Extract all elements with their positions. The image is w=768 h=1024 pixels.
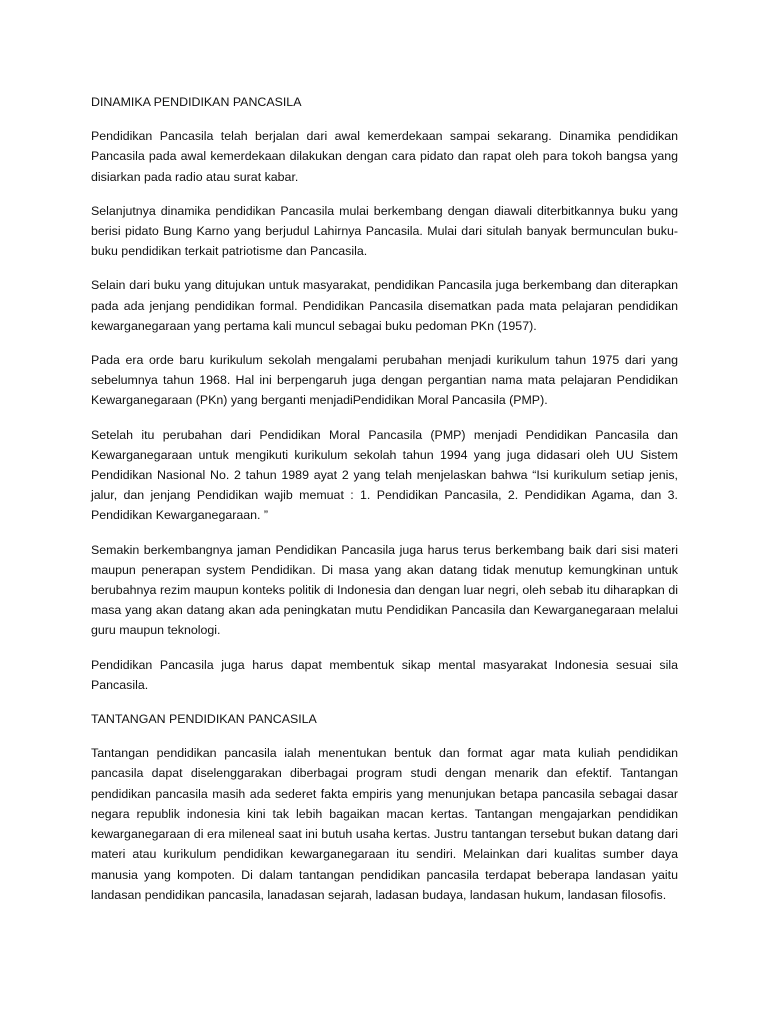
section-heading-tantangan: TANTANGAN PENDIDIKAN PANCASILA — [91, 712, 317, 727]
paragraph-dinamika-3: Selain dari buku yang ditujukan untuk masyarakat, pendidikan Pancasila juga berkembang dan diterapkan pada ada jenjang pendidikan formal. Pendidikan Pancasila disematkan pada mata pelajaran pendidikan kewarganegaraan yang pertama kali muncul sebagai buku pedoman PKn (1957). — [91, 278, 678, 333]
paragraph-dinamika-7: Pendidikan Pancasila juga harus dapat membentuk sikap mental masyarakat Indonesia sesuai sila Pancasila. — [91, 657, 678, 692]
section-heading-dinamika: DINAMIKA PENDIDIKAN PANCASILA — [91, 95, 302, 109]
paragraph-dinamika-4: Pada era orde baru kurikulum sekolah mengalami perubahan menjadi kurikulum tahun 1975 dari yang sebelumnya tahun 1968. Hal ini berpengaruh juga dengan pergantian nama mata pelajaran Pendidikan Kewarganegaraan (PKn) yang berganti menjadiPendidikan Moral Pancasila (PMP). — [91, 353, 678, 408]
paragraph-dinamika-6: Semakin berkembangnya jaman Pendidikan Pancasila juga harus terus berkembang baik dari sisi materi maupun penerapan system Pendidikan. Di masa yang akan datang tidak menutup kemungkinan untuk berubahnya rezim maupun konteks politik di Indonesia dan dengan luar negri, oleh sebab itu diharapkan di masa yang akan datang akan ada peningkatan mutu Pendidikan Pancasila dan Kewarganegaraan melalui guru maupun teknologi. — [91, 542, 678, 638]
paragraph-tantangan-1: Tantangan pendidikan pancasila ialah menentukan bentuk dan format agar mata kuliah pendidikan pancasila dapat diselenggarakan diberbagai program studi dengan menarik dan efektif. Tantangan pendidikan pancasila masih ada sederet fakta empiris yang menunjukan betapa pancasila sebagai dasar negara republik indonesia kini tak lebih bagaikan macan kertas. Tantangan mengajarkan pendidikan kewarganegaraan di era mileneal saat ini butuh usaha kertas. Justru tantangan tersebut bukan datang dari materi atau kurikulum pendidikan kewarganegaraan itu sendiri. Melainkan dari kualitas sumber daya manusia yang kompoten. Di dalam tantangan pendidikan pancasila terdapat beberapa landasan yaitu landasan pendidikan pancasila, lanadasan sejarah, ladasan budaya, landasan hukum, landasan filosofis. — [91, 746, 678, 902]
paragraph-dinamika-5: Setelah itu perubahan dari Pendidikan Moral Pancasila (PMP) menjadi Pendidikan Pancasila dan Kewarganegaraan untuk mengikuti kurikulum sekolah tahun 1994 yang juga didasari oleh UU Sistem Pendidikan Nasional No. 2 tahun 1989 ayat 2 yang telah menjelaskan bahwa “Isi kurikulum setiap jenis, jalur, dan jenjang Pendidikan wajib memuat : 1. Pendidikan Pancasila, 2. Pendidikan Agama, dan 3. Pendidikan Kewarganegaraan. ” — [91, 427, 678, 523]
paragraph-dinamika-1: Pendidikan Pancasila telah berjalan dari awal kemerdekaan sampai sekarang. Dinamika pendidikan Pancasila pada awal kemerdekaan dilakukan dengan cara pidato dan rapat oleh para tokoh bangsa yang disiarkan pada radio atau surat kabar. — [91, 129, 678, 184]
paragraph-dinamika-2: Selanjutnya dinamika pendidikan Pancasila mulai berkembang dengan diawali diterbitkannya buku yang berisi pidato Bung Karno yang berjudul Lahirnya Pancasila. Mulai dari situlah banyak bermunculan buku-buku pendidikan terkait patriotisme dan Pancasila. — [91, 203, 678, 259]
